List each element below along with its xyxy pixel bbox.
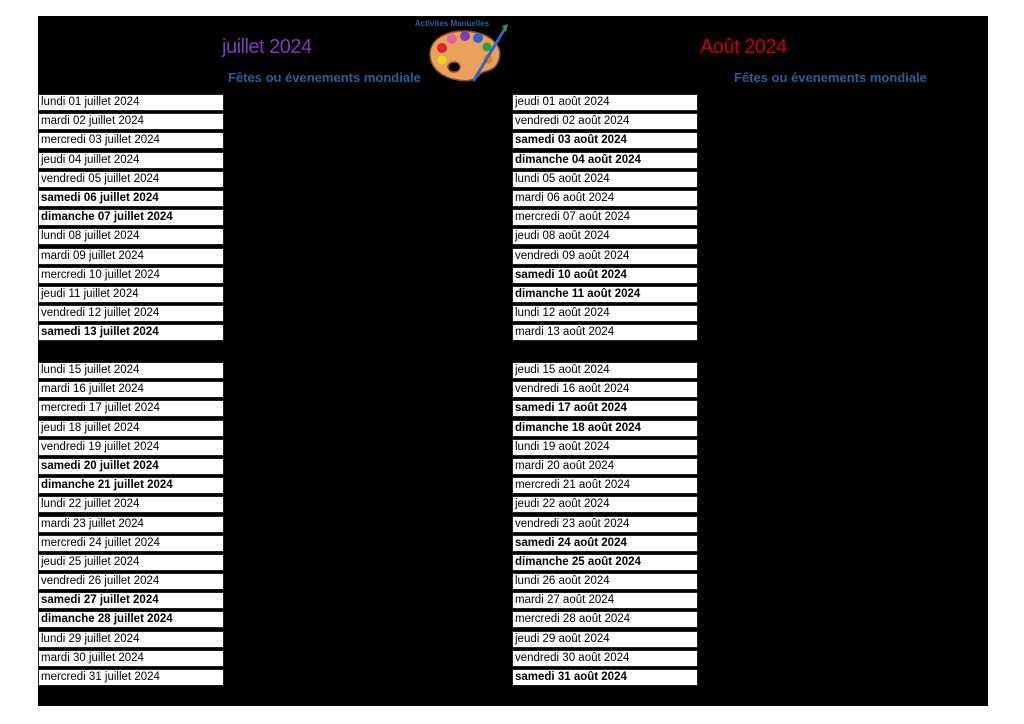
day-row: mercredi 10 juillet 2024: [38, 267, 224, 284]
day-row: lundi 15 juillet 2024: [38, 362, 224, 379]
day-row: samedi 27 juillet 2024: [38, 592, 224, 609]
day-row: dimanche 04 août 2024: [512, 152, 698, 169]
day-row: dimanche 25 août 2024: [512, 554, 698, 571]
day-row: mercredi 03 juillet 2024: [38, 132, 224, 149]
day-row: vendredi 09 août 2024: [512, 248, 698, 265]
day-row: mardi 23 juillet 2024: [38, 516, 224, 533]
day-row: samedi 13 juillet 2024: [38, 324, 224, 341]
day-row: vendredi 02 août 2024: [512, 113, 698, 130]
day-row: lundi 08 juillet 2024: [38, 228, 224, 245]
day-row: jeudi 29 août 2024: [512, 631, 698, 648]
day-row: dimanche 07 juillet 2024: [38, 209, 224, 226]
day-row: vendredi 16 août 2024: [512, 381, 698, 398]
day-row: samedi 17 août 2024: [512, 400, 698, 417]
day-row: jeudi 08 août 2024: [512, 228, 698, 245]
day-row: mardi 13 août 2024: [512, 324, 698, 341]
day-row: mardi 06 août 2024: [512, 190, 698, 207]
day-row: jeudi 22 août 2024: [512, 496, 698, 513]
day-row: jeudi 18 juillet 2024: [38, 420, 224, 437]
day-row: mardi 27 août 2024: [512, 592, 698, 609]
day-row: mardi 16 juillet 2024: [38, 381, 224, 398]
day-row: lundi 19 août 2024: [512, 439, 698, 456]
day-row: lundi 12 août 2024: [512, 305, 698, 322]
day-row: vendredi 30 août 2024: [512, 650, 698, 667]
day-row: mardi 09 juillet 2024: [38, 248, 224, 265]
july-list-first: [38, 94, 224, 343]
day-row: jeudi 04 juillet 2024: [38, 152, 224, 169]
day-row: lundi 26 août 2024: [512, 573, 698, 590]
day-row: samedi 31 août 2024: [512, 669, 698, 686]
day-row: mercredi 28 août 2024: [512, 611, 698, 628]
day-row: dimanche 21 juillet 2024: [38, 477, 224, 494]
day-row: lundi 05 août 2024: [512, 171, 698, 188]
day-row: dimanche 18 août 2024: [512, 420, 698, 437]
day-row: mardi 20 août 2024: [512, 458, 698, 475]
day-row: lundi 29 juillet 2024: [38, 631, 224, 648]
august-list-first: [512, 94, 698, 343]
day-row: vendredi 19 juillet 2024: [38, 439, 224, 456]
day-row: jeudi 15 août 2024: [512, 362, 698, 379]
day-row: vendredi 05 juillet 2024: [38, 171, 224, 188]
paint-palette-logo: [424, 22, 512, 84]
day-row: vendredi 12 juillet 2024: [38, 305, 224, 322]
day-row: vendredi 26 juillet 2024: [38, 573, 224, 590]
day-row: jeudi 01 août 2024: [512, 94, 698, 111]
august-list-second: [512, 362, 698, 688]
day-row: samedi 03 août 2024: [512, 132, 698, 149]
day-row: samedi 06 juillet 2024: [38, 190, 224, 207]
august-subtitle: Fêtes ou évenements mondiale: [734, 70, 927, 85]
day-row: mardi 02 juillet 2024: [38, 113, 224, 130]
july-subtitle: Fêtes ou évenements mondiale: [228, 70, 421, 85]
july-list-second: [38, 362, 224, 688]
day-row: mercredi 31 juillet 2024: [38, 669, 224, 686]
day-row: vendredi 23 août 2024: [512, 516, 698, 533]
day-row: samedi 10 août 2024: [512, 267, 698, 284]
day-row: lundi 22 juillet 2024: [38, 496, 224, 513]
day-row: mercredi 07 août 2024: [512, 209, 698, 226]
logo-caption: Activites Manuelles: [414, 19, 490, 28]
july-title: juillet 2024: [222, 36, 312, 58]
day-row: lundi 01 juillet 2024: [38, 94, 224, 111]
day-row: samedi 20 juillet 2024: [38, 458, 224, 475]
day-row: dimanche 28 juillet 2024: [38, 611, 224, 628]
day-row: mardi 30 juillet 2024: [38, 650, 224, 667]
day-row: mercredi 24 juillet 2024: [38, 535, 224, 552]
day-row: mercredi 17 juillet 2024: [38, 400, 224, 417]
day-row: jeudi 11 juillet 2024: [38, 286, 224, 303]
day-row: dimanche 11 août 2024: [512, 286, 698, 303]
august-title: Août 2024: [700, 36, 787, 58]
day-row: mercredi 21 août 2024: [512, 477, 698, 494]
day-row: jeudi 25 juillet 2024: [38, 554, 224, 571]
day-row: samedi 24 août 2024: [512, 535, 698, 552]
